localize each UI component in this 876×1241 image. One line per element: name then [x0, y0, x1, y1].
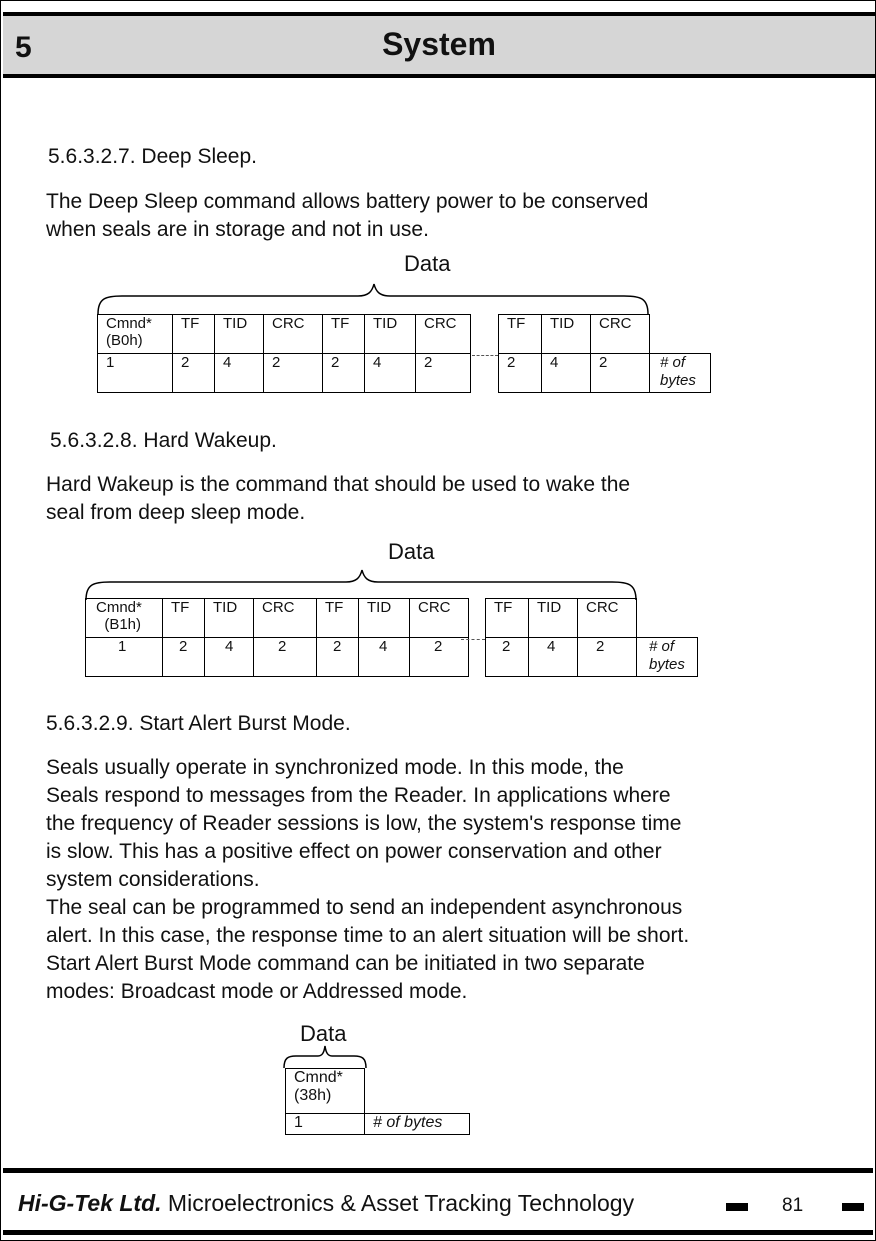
- field-header: TF: [163, 599, 205, 638]
- data-label: Data: [388, 539, 435, 564]
- section-paragraph-deep-sleep: [46, 188, 648, 244]
- bytes-cell: # of bytes: [365, 1114, 470, 1135]
- field-value: 2: [499, 354, 542, 393]
- cmnd-cell: Cmnd* (38h): [286, 1069, 365, 1114]
- field-value: 2: [578, 638, 637, 677]
- field-header: TF: [173, 315, 215, 354]
- paragraph-line: is slow. This has a positive effect on power conservation and other: [46, 840, 662, 863]
- field-header: TF: [323, 315, 365, 354]
- section-heading-deep-sleep: 5.6.3.2.7. Deep Sleep.: [48, 145, 257, 168]
- field-header: CRC: [264, 315, 323, 354]
- company-name: Hi-G-Tek Ltd.: [18, 1190, 162, 1216]
- footer-rule-top: [3, 1168, 873, 1173]
- data-brace: [96, 280, 652, 316]
- paragraph-line: Start Alert Burst Mode command can be initiated in two separate: [46, 952, 645, 975]
- paragraph-line: Seals usually operate in synchronized mode. In this mode, the: [46, 756, 624, 779]
- packet-table-hard-wakeup: [85, 598, 469, 677]
- field-value: 4: [205, 638, 254, 677]
- paragraph-line: The seal can be programmed to send an independent asynchronous: [46, 896, 683, 919]
- data-brace: [282, 1044, 368, 1070]
- packet-table-hard-wakeup-tail: [485, 598, 698, 677]
- field-value: 2: [173, 354, 215, 393]
- field-header: CRC: [410, 599, 469, 638]
- field-value: 4: [365, 354, 416, 393]
- footer-bar-left: [726, 1203, 748, 1211]
- field-value: 2: [264, 354, 323, 393]
- chapter-header: [3, 12, 875, 78]
- field-value: 4: [542, 354, 591, 393]
- field-header: TF: [486, 599, 529, 638]
- field-header: TID: [359, 599, 410, 638]
- footer-rule-bottom: [3, 1230, 873, 1235]
- packet-table-deep-sleep-tail: [498, 314, 711, 393]
- section-paragraph-alert-burst: [46, 754, 689, 1006]
- field-value: 2: [410, 638, 469, 677]
- paragraph-line: alert. In this case, the response time to an alert situation will be short.: [46, 924, 690, 947]
- packet-table-deep-sleep: [97, 314, 471, 393]
- data-brace: [84, 566, 640, 602]
- field-header: CRC: [416, 315, 471, 354]
- field-value: 2: [254, 638, 317, 677]
- field-header: TF: [499, 315, 542, 354]
- field-value: 1: [86, 638, 163, 677]
- field-header: TID: [205, 599, 254, 638]
- section-heading-alert-burst: 5.6.3.2.9. Start Alert Burst Mode.: [46, 712, 351, 735]
- paragraph-line: The Deep Sleep command allows battery power to be conserved: [46, 190, 649, 213]
- field-header: CRC: [578, 599, 637, 638]
- field-value: 4: [215, 354, 264, 393]
- field-header: TID: [215, 315, 264, 354]
- packet-table-alert-burst: [285, 1068, 470, 1135]
- empty-cell: [365, 1069, 470, 1114]
- cmnd-cell: Cmnd* (B0h): [98, 315, 173, 354]
- field-header: CRC: [254, 599, 317, 638]
- field-value: 2: [416, 354, 471, 393]
- paragraph-line: modes: Broadcast mode or Addressed mode.: [46, 980, 468, 1003]
- paragraph-line: when seals are in storage and not in use.: [46, 218, 429, 241]
- footer-text: [18, 1190, 634, 1217]
- repeat-dash: [461, 639, 485, 640]
- paragraph-line: seal from deep sleep mode.: [46, 501, 306, 524]
- cmnd-cell: Cmnd* (B1h): [86, 599, 163, 638]
- bytes-cell: # of bytes: [637, 638, 698, 677]
- footer-bar-right: [842, 1203, 864, 1211]
- paragraph-line: the frequency of Reader sessions is low, the system's response time: [46, 812, 682, 835]
- field-header: TID: [542, 315, 591, 354]
- field-header: TF: [317, 599, 359, 638]
- data-label: Data: [404, 251, 451, 276]
- bytes-cell: # of bytes: [650, 354, 711, 393]
- field-value: 2: [486, 638, 529, 677]
- field-value: 1: [286, 1114, 365, 1135]
- chapter-title: System: [382, 26, 496, 62]
- field-value: 2: [163, 638, 205, 677]
- chapter-number: 5: [15, 31, 32, 64]
- paragraph-line: Hard Wakeup is the command that should be used to wake the: [46, 473, 631, 496]
- field-value: 2: [591, 354, 650, 393]
- field-value: 2: [323, 354, 365, 393]
- company-tagline: Microelectronics & Asset Tracking Technology: [161, 1190, 635, 1216]
- empty-cell: [650, 315, 711, 354]
- field-value: 2: [317, 638, 359, 677]
- field-header: CRC: [591, 315, 650, 354]
- field-header: TID: [529, 599, 578, 638]
- data-label: Data: [300, 1021, 347, 1046]
- field-value: 4: [529, 638, 578, 677]
- section-heading-hard-wakeup: 5.6.3.2.8. Hard Wakeup.: [50, 429, 277, 452]
- page-number: 81: [782, 1195, 804, 1216]
- field-value: 4: [359, 638, 410, 677]
- repeat-dash: [472, 355, 498, 356]
- empty-cell: [637, 599, 698, 638]
- section-paragraph-hard-wakeup: [46, 471, 630, 527]
- paragraph-line: system considerations.: [46, 868, 260, 891]
- field-value: 1: [98, 354, 173, 393]
- field-header: TID: [365, 315, 416, 354]
- paragraph-line: Seals respond to messages from the Reader. In applications where: [46, 784, 671, 807]
